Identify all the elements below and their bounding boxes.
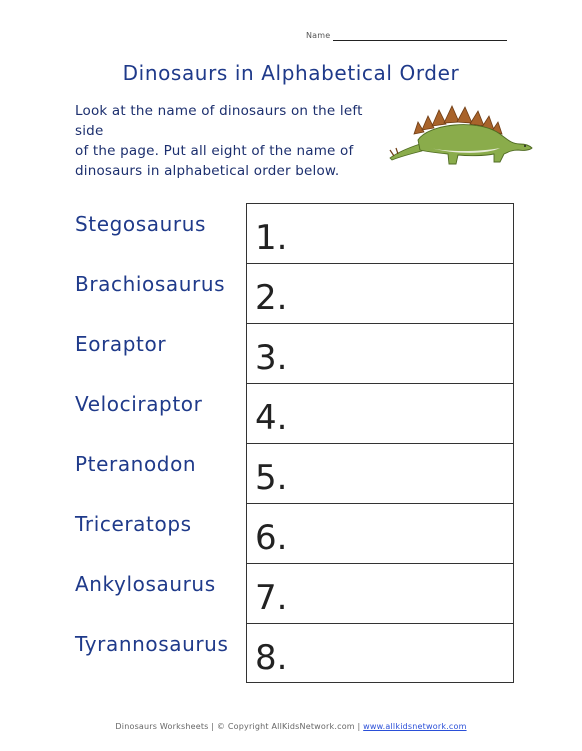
name-field[interactable] [333, 40, 507, 41]
dinosaur-name: Ankylosaurus [75, 572, 216, 596]
dinosaur-name: Tyrannosaurus [75, 632, 229, 656]
name-row [300, 30, 510, 44]
answer-field[interactable] [297, 510, 507, 557]
answer-number: 7. [255, 578, 288, 618]
answer-number: 5. [255, 458, 288, 498]
answer-field[interactable] [297, 450, 507, 497]
answer-field[interactable] [297, 570, 507, 617]
answer-row [247, 504, 513, 564]
footer-link[interactable]: www.allkidsnetwork.com [363, 722, 467, 731]
dinosaur-name: Velociraptor [75, 392, 203, 416]
answer-number: 8. [255, 638, 288, 678]
answer-row [247, 564, 513, 624]
answer-number: 2. [255, 278, 288, 318]
answer-row [247, 444, 513, 504]
footer [0, 722, 582, 731]
worksheet-title: Dinosaurs in Alphabetical Order [122, 61, 460, 85]
answer-row [247, 384, 513, 444]
answer-row [247, 624, 513, 684]
dinosaur-name: Triceratops [75, 512, 192, 536]
answer-number: 6. [255, 518, 288, 558]
answer-number: 1. [255, 218, 288, 258]
dinosaur-name: Brachiosaurus [75, 272, 226, 296]
dinosaur-name: Stegosaurus [75, 212, 207, 236]
answer-row [247, 324, 513, 384]
answer-row [247, 264, 513, 324]
instructions-line-2: of the page. Put all eight of the name of [75, 143, 354, 159]
stegosaurus-icon [388, 104, 536, 168]
instructions-line-1: Look at the name of dinosaurs on the left side [75, 103, 363, 139]
answer-number: 4. [255, 398, 288, 438]
dinosaur-name: Eoraptor [75, 332, 167, 356]
instructions [75, 101, 395, 181]
answer-table [246, 203, 514, 683]
name-label: Name [306, 31, 331, 40]
answer-field[interactable] [297, 630, 507, 678]
footer-copyright: Dinosaurs Worksheets | © Copyright AllKidsNetwork.com | [115, 722, 364, 731]
dinosaur-name: Pteranodon [75, 452, 197, 476]
dinosaur-name-list [75, 204, 245, 684]
instructions-line-3: dinosaurs in alphabetical order below. [75, 163, 340, 179]
answer-row [247, 204, 513, 264]
answer-field[interactable] [297, 270, 507, 317]
answer-field[interactable] [297, 390, 507, 437]
answer-number: 3. [255, 338, 288, 378]
answer-field[interactable] [297, 330, 507, 377]
answer-field[interactable] [297, 210, 507, 257]
